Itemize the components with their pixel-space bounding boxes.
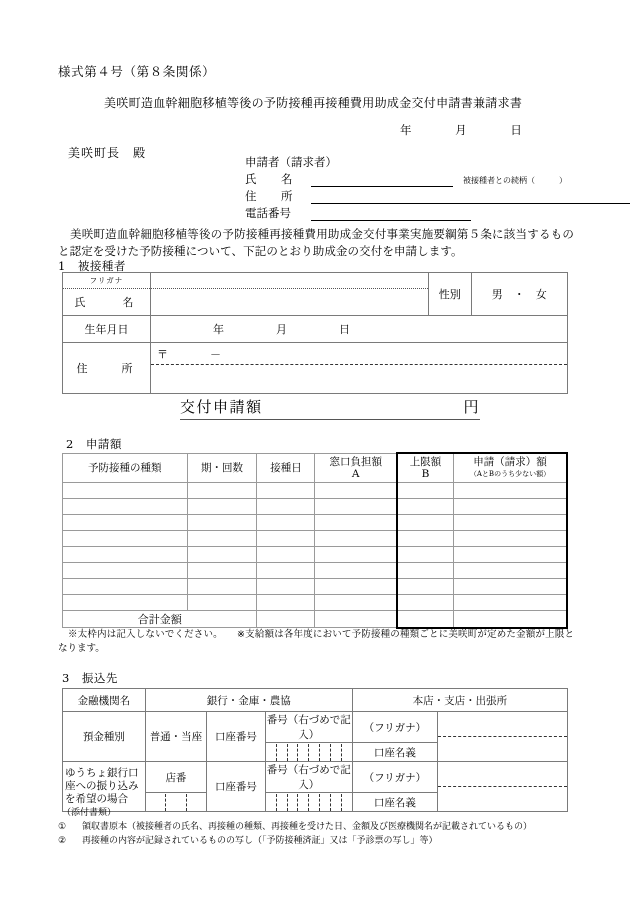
section3-title: 振込先 <box>81 671 118 685</box>
cell-self-payment[interactable] <box>315 531 397 547</box>
applicant-address-input[interactable] <box>311 190 630 204</box>
vaccinee-address-label-cell: 住 所 <box>63 343 151 394</box>
vaccinee-name-field[interactable] <box>150 273 428 316</box>
cell-self-payment[interactable] <box>315 547 397 563</box>
col-limit-main: 上限額 <box>409 456 442 468</box>
transfer-table <box>62 688 568 812</box>
vaccinee-address-field[interactable] <box>150 343 567 394</box>
cell-vaccine-type[interactable] <box>63 499 188 515</box>
applicant-block <box>245 155 630 223</box>
furigana-label: フリガナ <box>89 276 124 285</box>
digit-box[interactable] <box>320 744 331 761</box>
cell-limit-amount[interactable] <box>397 579 454 595</box>
dob-day-label: 日 <box>338 323 350 336</box>
yucho-account-number-label: 口座番号 <box>207 762 266 812</box>
applicant-tel-row <box>245 206 630 221</box>
yucho-label: ゆうちょ銀行口座への振り込みを希望の場合 <box>63 762 146 812</box>
section2-number: 2 <box>66 437 74 451</box>
body-paragraph <box>58 226 574 260</box>
cell-self-payment[interactable] <box>315 515 397 531</box>
account-number-header: 番号（右づめで記入） <box>265 712 352 743</box>
cell-vaccination-date[interactable] <box>257 563 315 579</box>
relation-note: 被接種者との続柄（ ） <box>463 176 567 185</box>
cell-limit-amount[interactable] <box>397 547 454 563</box>
cell-claim-amount[interactable] <box>453 547 567 563</box>
yucho-holder-field[interactable] <box>437 762 567 812</box>
name-field-divider <box>151 288 428 289</box>
vaccinee-name-label: 氏 名 <box>74 296 139 309</box>
col-dose-count: 期・回数 <box>187 453 257 483</box>
cell-limit-amount[interactable] <box>397 499 454 515</box>
applicant-heading: 申請者（請求者） <box>245 155 337 169</box>
col-claim-sub: （AとBのうち少ない額） <box>469 470 551 478</box>
attachment-item <box>58 820 578 834</box>
table-row <box>63 483 568 499</box>
table-row <box>63 563 568 579</box>
applicant-address-row <box>245 189 630 204</box>
table-row <box>63 515 568 531</box>
total-label-cell: 合計金額 <box>63 611 257 628</box>
grant-amount-line <box>180 396 480 420</box>
section2-heading <box>66 436 122 452</box>
cell-claim-amount[interactable] <box>453 499 567 515</box>
applicant-name-label: 氏 名 <box>245 172 293 186</box>
total-self-payment-cell[interactable] <box>315 611 397 628</box>
col-claim-amount <box>453 453 567 483</box>
cell-self-payment[interactable] <box>315 579 397 595</box>
digit-box[interactable] <box>277 744 288 761</box>
notes-block <box>58 628 574 656</box>
zip-dash: － <box>209 348 221 361</box>
attachment-item <box>58 834 578 848</box>
attachment-marker: ① <box>58 822 67 832</box>
cell-vaccine-type[interactable] <box>63 547 188 563</box>
gender-options-cell[interactable]: 男 ・ 女 <box>471 273 567 316</box>
applicant-tel-input[interactable] <box>311 207 471 221</box>
cell-dose-count[interactable] <box>187 563 257 579</box>
cell-limit-amount[interactable] <box>397 595 454 611</box>
applicant-address-label: 住 所 <box>245 189 293 203</box>
cell-claim-amount[interactable] <box>453 563 567 579</box>
digit-box[interactable] <box>298 744 309 761</box>
section1-number: 1 <box>58 259 66 273</box>
attachments-heading: （添付書類） <box>62 808 117 818</box>
applicant-tel-label: 電話番号 <box>245 206 291 220</box>
account-number-label: 口座番号 <box>207 712 266 762</box>
cell-self-payment[interactable] <box>315 483 397 499</box>
table-row <box>63 316 568 343</box>
date-line <box>400 122 522 138</box>
section3-number: 3 <box>62 671 70 685</box>
grant-amount-unit: 円 <box>463 398 480 416</box>
body-paragraph-text: 美咲町造血幹細胞移植等後の予防接種再接種費用助成金交付事業実施要綱第５条に該当するものと認定を受けた予防接種について、下記のとおり助成金の交付を申請します。 <box>58 227 574 258</box>
cell-vaccine-type[interactable] <box>63 515 188 531</box>
digit-box[interactable] <box>309 744 320 761</box>
cell-dose-count[interactable] <box>187 483 257 499</box>
digit-box[interactable] <box>288 744 299 761</box>
cell-vaccination-date[interactable] <box>257 531 315 547</box>
cell-dose-count[interactable] <box>187 499 257 515</box>
total-claim-cell[interactable] <box>453 611 567 628</box>
attachment-text: 領収書原本（被接種者の氏名、再接種の種類、再接種を受けた日、金額及び医療機関名が記載されているもの） <box>82 822 533 832</box>
table-row <box>63 499 568 515</box>
cell-vaccine-type[interactable] <box>63 595 188 611</box>
furigana-divider <box>63 288 150 289</box>
col-limit <box>397 453 454 483</box>
cell-vaccine-type[interactable] <box>63 579 188 595</box>
cell-claim-amount[interactable] <box>453 531 567 547</box>
deposit-type-options[interactable]: 普通・当座 <box>145 712 206 762</box>
date-day-label: 日 <box>510 123 522 137</box>
cell-claim-amount[interactable] <box>453 483 567 499</box>
cell-dose-count[interactable] <box>187 515 257 531</box>
section1-title: 被接種者 <box>77 259 126 273</box>
col-claim-main: 申請（請求）額 <box>473 456 547 468</box>
digit-box[interactable] <box>331 744 342 761</box>
col-self-payment-main: 窓口負担額 <box>329 455 382 468</box>
col-vaccine-type: 予防接種の種類 <box>63 453 188 483</box>
table-row <box>63 712 568 743</box>
table-row <box>63 689 568 712</box>
applicant-heading-row <box>245 155 630 170</box>
table-row <box>63 531 568 547</box>
cell-dose-count[interactable] <box>187 579 257 595</box>
dob-label-cell: 生年月日 <box>63 316 151 343</box>
cell-vaccination-date[interactable] <box>257 579 315 595</box>
cell-vaccination-date[interactable] <box>257 595 315 611</box>
cell-limit-amount[interactable] <box>397 563 454 579</box>
digit-box[interactable] <box>266 744 277 761</box>
col-self-payment <box>315 453 397 483</box>
account-holder-field[interactable] <box>437 712 567 762</box>
section3-heading <box>62 670 118 686</box>
date-month-label: 月 <box>455 123 467 137</box>
addressee: 美咲町長 殿 <box>68 146 147 160</box>
gender-label-cell: 性別 <box>428 273 471 316</box>
account-number-digits[interactable] <box>265 743 352 762</box>
yucho-furigana-label: （フリガナ） <box>352 762 437 793</box>
cell-vaccination-date[interactable] <box>257 515 315 531</box>
branch-kind-options: 本店・支店・出張所 <box>412 694 508 707</box>
account-holder-value-cell[interactable] <box>438 737 567 754</box>
table-row <box>63 273 568 316</box>
cell-dose-count[interactable] <box>187 531 257 547</box>
cell-vaccine-type[interactable] <box>63 531 188 547</box>
cell-vaccine-type[interactable] <box>63 563 188 579</box>
cell-vaccine-type[interactable] <box>63 483 188 499</box>
amount-table-body <box>63 483 568 611</box>
attachment-marker: ② <box>58 836 67 846</box>
cell-limit-amount[interactable] <box>397 515 454 531</box>
applicant-name-row <box>245 172 630 187</box>
document-title: 美咲町造血幹細胞移植等後の予防接種再接種費用助成金交付申請書兼請求書 <box>104 96 523 110</box>
table-row <box>63 595 568 611</box>
cell-claim-amount[interactable] <box>453 595 567 611</box>
grant-amount-label: 交付申請額 <box>180 398 263 416</box>
cell-claim-amount[interactable] <box>453 579 567 595</box>
cell-vaccination-date[interactable] <box>257 547 315 563</box>
cell-self-payment[interactable] <box>315 563 397 579</box>
cell-vaccination-date[interactable] <box>257 483 315 499</box>
account-furigana-value-cell[interactable] <box>438 719 567 736</box>
table-row <box>63 343 568 394</box>
vaccinee-table <box>62 272 568 394</box>
yucho-holder-label: 口座名義 <box>352 793 437 812</box>
dob-field[interactable] <box>150 316 567 343</box>
attachment-text: 再接種の内容が記録されているものの写し（「予防接種済証」又は「予診票の写し」等） <box>82 836 438 846</box>
cell-dose-count[interactable] <box>187 547 257 563</box>
yucho-branch-label: 店番 <box>145 762 206 793</box>
cell-claim-amount[interactable] <box>453 515 567 531</box>
applicant-name-input[interactable] <box>311 173 453 187</box>
table-row <box>63 579 568 595</box>
yucho-number-header: 番号（右づめで記入） <box>265 762 352 793</box>
account-holder-label: 口座名義 <box>352 743 437 762</box>
dob-year-label: 年 <box>212 323 224 336</box>
postal-code-mark <box>157 346 221 362</box>
col-vaccination-date: 接種日 <box>257 453 315 483</box>
note-2: ※支給額は各年度において予防接種の種類ごとに美咲町が定めた金額が上限となります。 <box>58 629 574 654</box>
cell-self-payment[interactable] <box>315 499 397 515</box>
account-furigana-label: （フリガナ） <box>352 712 437 743</box>
cell-limit-amount[interactable] <box>397 483 454 499</box>
bank-kind-options: 銀行・金庫・農協 <box>206 694 291 707</box>
col-self-payment-sub: A <box>351 467 360 480</box>
cell-vaccination-date[interactable] <box>257 499 315 515</box>
attachments-list <box>58 820 578 848</box>
deposit-type-label: 預金種別 <box>63 712 146 762</box>
note-1: ※太枠内は記入しないでください。 <box>68 629 223 640</box>
col-limit-sub: B <box>421 468 430 480</box>
attachments-block <box>58 806 578 848</box>
total-date-cell <box>257 611 315 628</box>
cell-dose-count[interactable] <box>187 595 257 611</box>
table-row <box>63 547 568 563</box>
branch-name-field[interactable] <box>352 689 567 712</box>
yucho-furigana-value-cell[interactable] <box>438 769 567 786</box>
amount-table <box>62 452 568 629</box>
bank-name-label: 金融機関名 <box>63 689 146 712</box>
table-header-row <box>63 453 568 483</box>
form-code: 様式第４号（第８条関係） <box>58 64 216 79</box>
digit-box[interactable] <box>342 744 352 761</box>
digit-segments[interactable] <box>266 744 352 761</box>
bank-name-field[interactable] <box>145 689 352 712</box>
address-divider <box>151 364 567 365</box>
section2-title: 申請額 <box>85 437 122 451</box>
table-row <box>63 762 568 793</box>
total-limit-cell[interactable] <box>397 611 454 628</box>
total-row <box>63 611 568 628</box>
zip-symbol: 〒 <box>156 348 168 361</box>
cell-limit-amount[interactable] <box>397 531 454 547</box>
cell-self-payment[interactable] <box>315 595 397 611</box>
yucho-holder-value-cell[interactable] <box>438 787 567 804</box>
vaccinee-name-label-cell <box>63 273 151 316</box>
date-year-label: 年 <box>400 123 412 137</box>
dob-month-label: 月 <box>275 323 287 336</box>
